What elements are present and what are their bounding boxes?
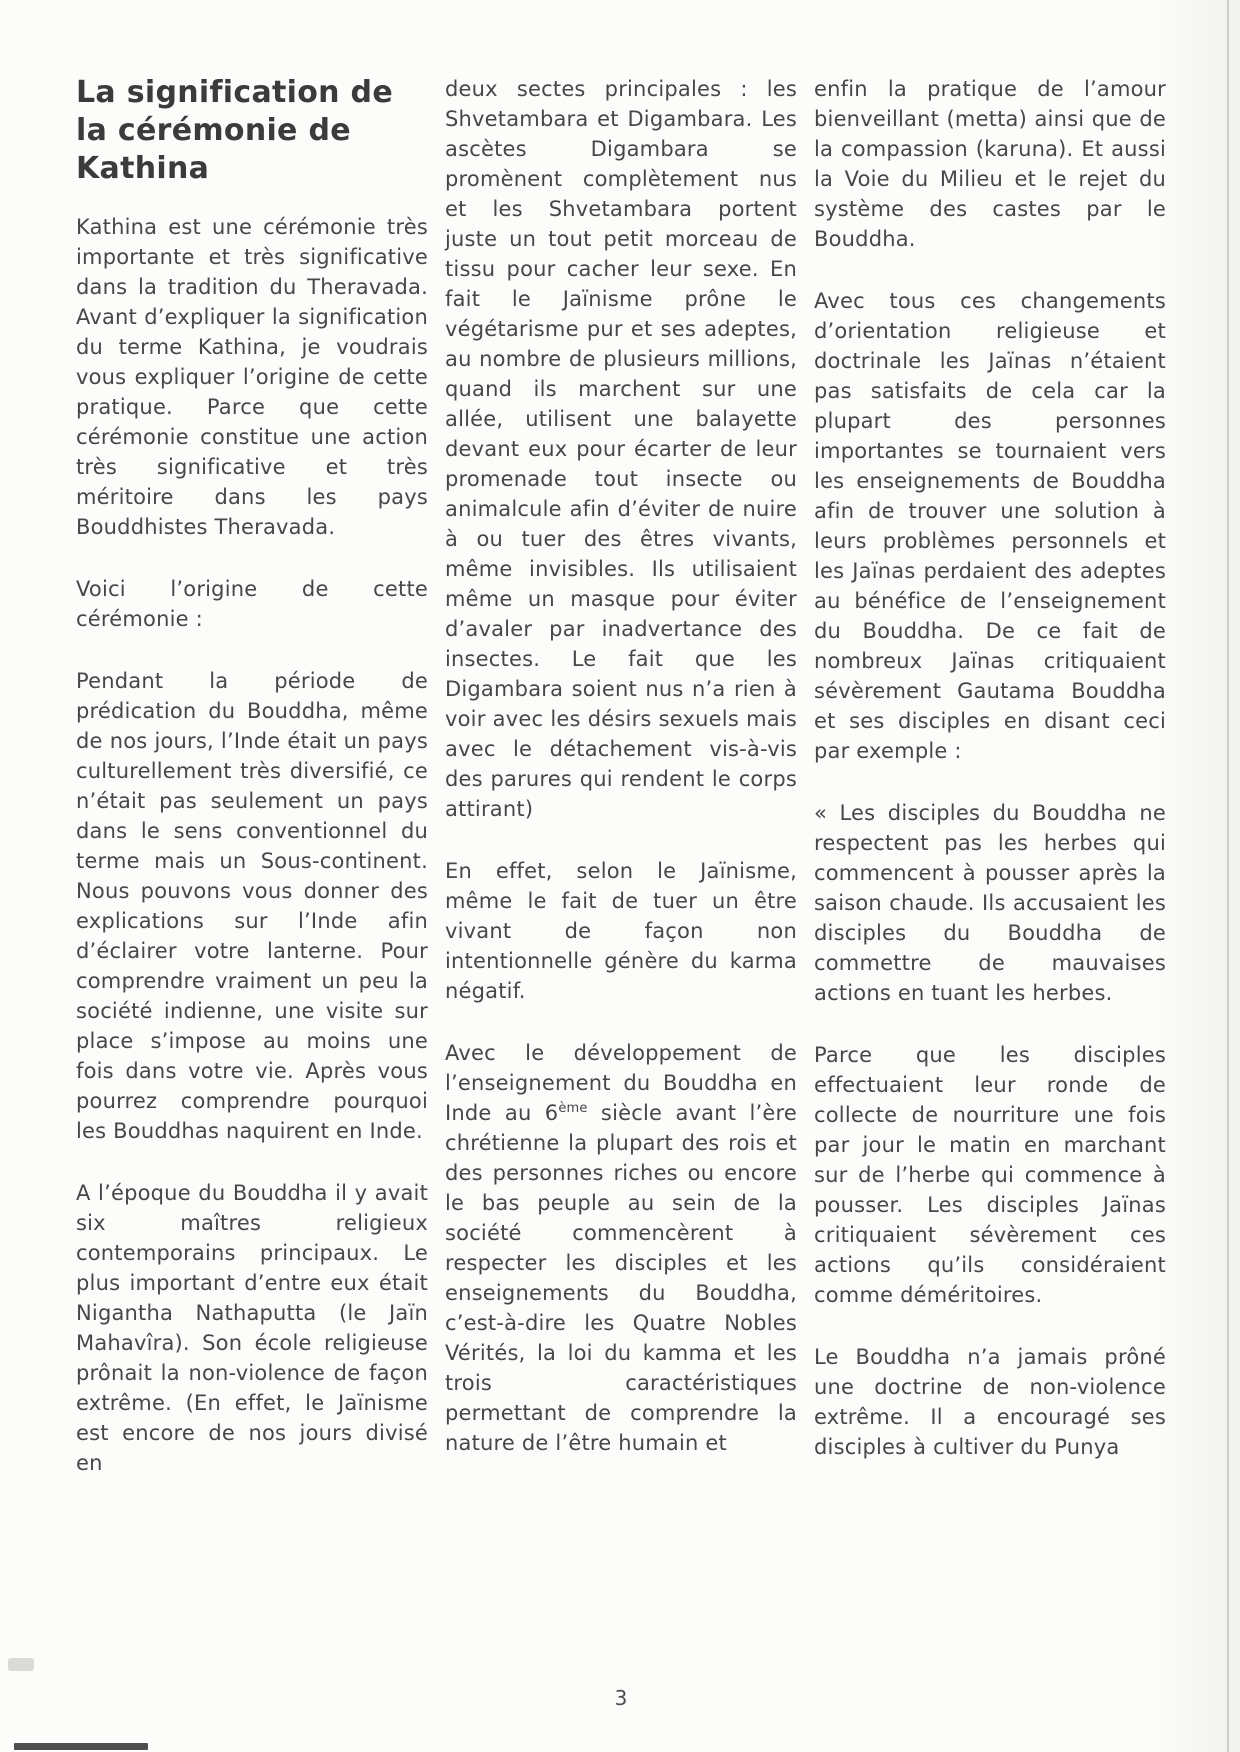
page-content [76,74,1166,1510]
page-number: 3 [614,1686,628,1710]
scan-artifact-right-edge-line [1227,0,1229,1752]
column-2 [445,74,797,1510]
column1-paragraph-1: Kathina est une cérémonie très importante et très significative dans la tradition du Theravada. Avant d’expliquer la signification du terme Kathina, je voudrais vous expliquer l’origine de cette pratique. Parce que cette cérémonie constitue une action très significative et très méritoire dans les pays Bouddhistes Theravada. [76,215,428,539]
column1-paragraph-2: Voici l’origine de cette cérémonie : [76,577,428,631]
column-1 [76,74,428,1510]
column-3 [814,74,1166,1510]
column3-paragraph-2: Avec tous ces changements d’orientation religieuse et doctrinale les Jaïnas n’étaient pas satisfaits de cela car la plupart des personnes importantes se tournaient vers les enseignements de Bouddha afin de trouver une solution à leurs problèmes personnels et les Jaïnas perdaient des adeptes au bénéfice de l’enseignement du Bouddha. De ce fait de nombreux Jaïnas critiquaient sévèrement Gautama Bouddha et ses disciples en disant ceci par exemple : [814,289,1166,763]
column2-paragraph-1: deux sectes principales : les Shvetambara et Digambara. Les ascètes Digambara se promènent complètement nus et les Shvetambara portent juste un tout petit morceau de tissu pour cacher leur sexe. En fait le Jaïnisme prône le végétarisme pur et ses adeptes, au nombre de plusieurs millions, quand ils marchent sur une allée, utilisent une balayette devant eux pour écarter de leur promenade tout insecte ou animalcule afin d’éviter de nuire à ou tuer des êtres vivants, même invisibles. Ils utilisaient même un masque pour éviter d’avaler par inadvertance des insectes. Le fait que les Digambara soient nus n’a rien à voir avec les désirs sexuels mais avec le détachement vis-à-vis des parures qui rendent le corps attirant) [445,77,797,821]
column1-paragraph-3: Pendant la période de prédication du Bouddha, même de nos jours, l’Inde était un pays culturellement très diversifié, ce n’était pas seulement un pays dans le sens conventionnel du terme mais un Sous-continent. Nous pouvons vous donner des explications sur l’Inde afin d’éclairer votre lanterne. Pour comprendre vraiment un peu la société indienne, une visite sur place s’impose au moins une fois dans votre vie. Après vous pourrez comprendre pourquoi les Bouddhas naquirent en Inde. [76,669,428,1143]
column1-paragraph-4: A l’époque du Bouddha il y avait six maîtres religieux contemporains principaux. Le plus important d’entre eux était Nigantha Nathaputta (le Jaïn Mahavîra). Son école religieuse prônait la non-violence de façon extrême. (En effet, le Jaïnisme est encore de nos jours divisé en [76,1181,428,1475]
scan-artifact-bottom-bar [14,1743,148,1750]
article-title: La signification de la cérémonie de Kathina [76,75,393,186]
column3-paragraph-5: Le Bouddha n’a jamais prôné une doctrine de non-violence extrême. Il a encouragé ses disciples à cultiver du Punya [814,1345,1166,1459]
paragraph-text-after-superscript: siècle avant l’ère chrétienne la plupart des rois et des personnes riches ou encore le bas peuple au sein de la société commencèrent à respecter les disciples et les enseignements du Bouddha, c’est-à-dire les Quatre Nobles Vérités, la loi du kamma et les trois caractéristiques permettant de comprendre la nature de l’être humain et [445,1101,797,1455]
scan-artifact-left-smudge [8,1658,34,1671]
column2-paragraph-3 [445,1038,797,1458]
ordinal-superscript: ème [558,1101,588,1116]
column3-paragraph-3: « Les disciples du Bouddha ne respectent pas les herbes qui commencent à pousser après la saison chaude. Ils accusaient les disciples du Bouddha de commettre de mauvaises actions en tuant les herbes. [814,801,1166,1005]
column3-paragraph-4: Parce que les disciples effectuaient leur ronde de collecte de nourriture une fois par jour le matin en marchant sur de l’herbe qui commence à pousser. Les disciples Jaïnas critiquaient sévèrement ces actions qu’ils considéraient comme déméritoires. [814,1043,1166,1307]
paragraph-text-before-superscript: Avec le développement de l’enseignement du Bouddha en Inde au 6 [445,1041,797,1125]
column2-paragraph-2: En effet, selon le Jaïnisme, même le fait de tuer un être vivant de façon non intentionnelle génère du karma négatif. [445,859,797,1003]
column3-paragraph-1: enfin la pratique de l’amour bienveillant (metta) ainsi que de la compassion (karuna). Et aussi la Voie du Milieu et le rejet du système des castes par le Bouddha. [814,77,1166,251]
